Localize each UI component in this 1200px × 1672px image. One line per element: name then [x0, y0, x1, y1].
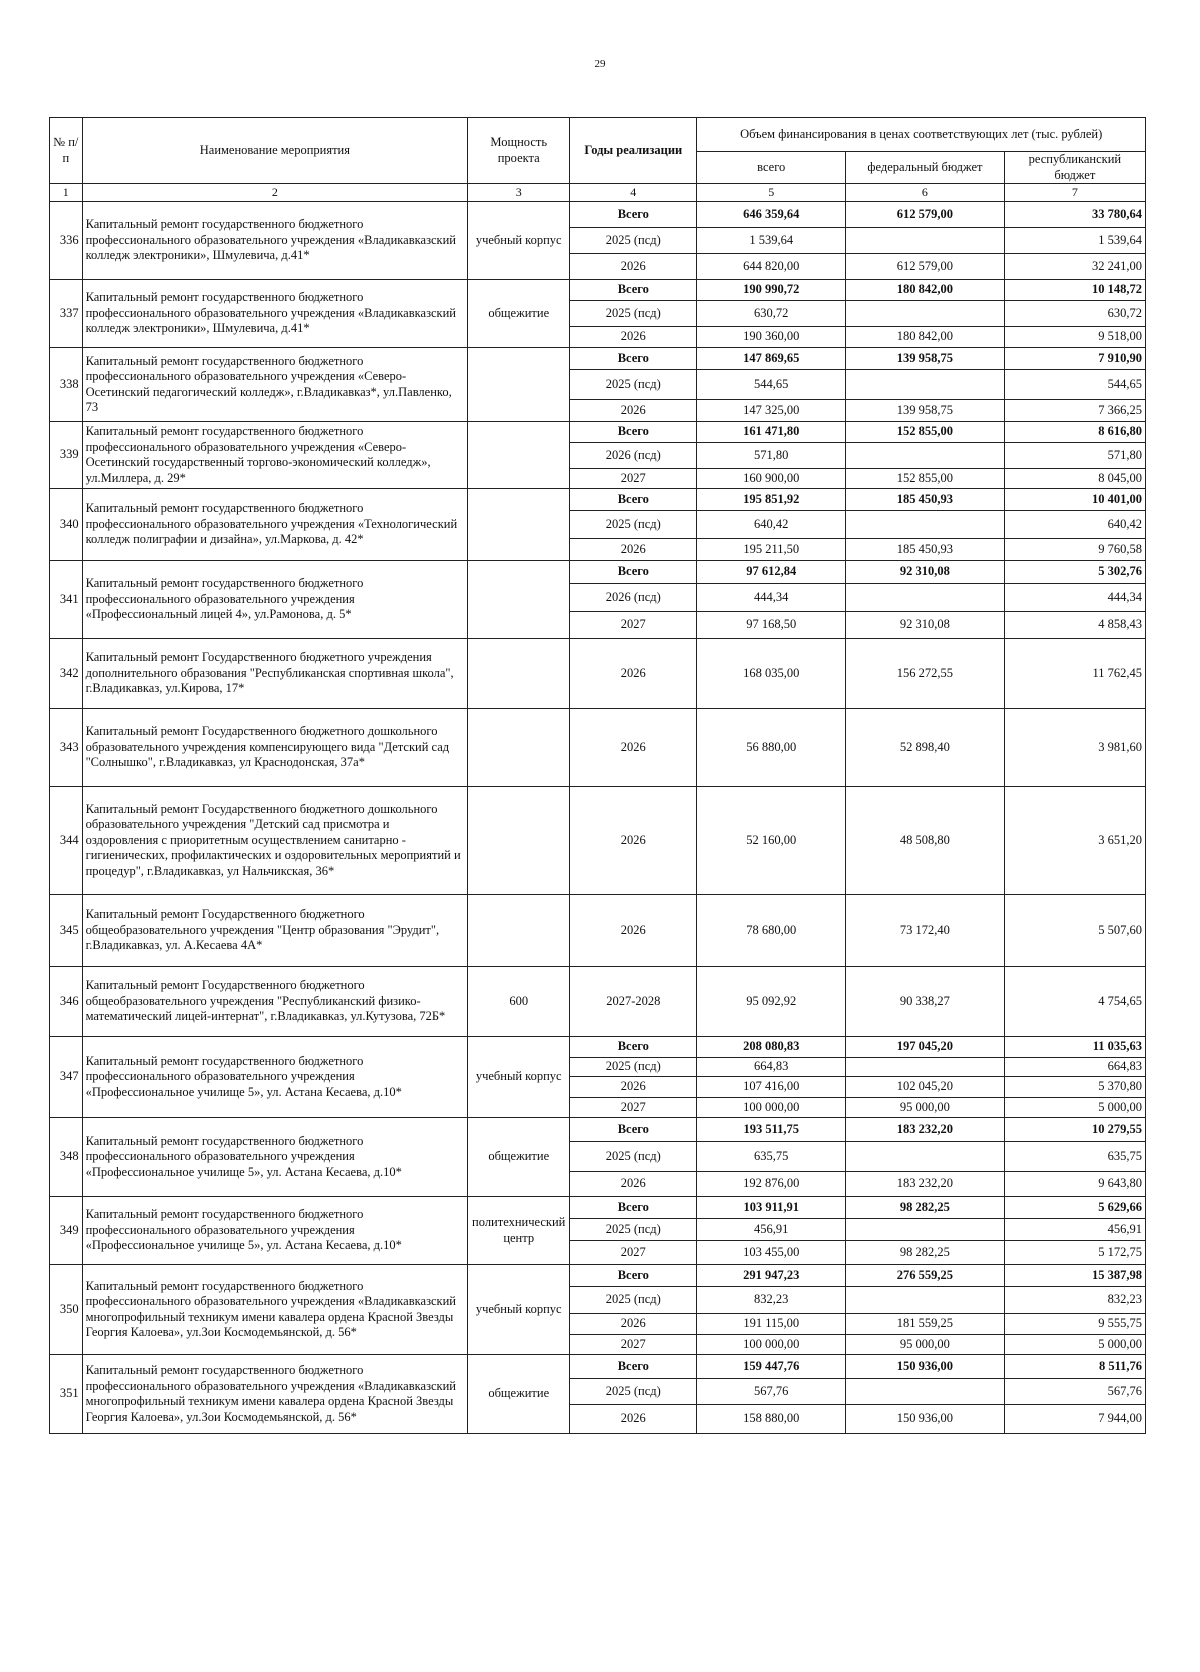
- total-amount: 97 168,50: [697, 612, 846, 639]
- project-capacity: [468, 787, 570, 895]
- republic-amount: 5 172,75: [1004, 1241, 1145, 1265]
- implementation-year: 2025 (псд): [570, 228, 697, 254]
- table-row: [50, 1037, 1146, 1058]
- total-amount: 161 471,80: [697, 422, 846, 443]
- republic-amount: 32 241,00: [1004, 254, 1145, 280]
- event-name: Капитальный ремонт Государственного бюджетного общеобразовательного учреждения "Республиканский физико-математический лицей-интернат", г.Владикавказ, ул.Кутузова, 72Б*: [82, 967, 468, 1037]
- federal-amount: 181 559,25: [846, 1314, 1005, 1335]
- republic-amount: 664,83: [1004, 1058, 1145, 1077]
- federal-amount: 95 000,00: [846, 1335, 1005, 1355]
- federal-amount: [846, 228, 1005, 254]
- implementation-year: Всего: [570, 561, 697, 584]
- federal-amount: 98 282,25: [846, 1241, 1005, 1265]
- header-funding: Объем финансирования в ценах соответствующих лет (тыс. рублей): [697, 118, 1146, 152]
- table-row: [50, 561, 1146, 584]
- republic-amount: 5 302,76: [1004, 561, 1145, 584]
- row-number: 348: [50, 1118, 83, 1197]
- implementation-year: 2026: [570, 1314, 697, 1335]
- implementation-year: Всего: [570, 202, 697, 228]
- republic-amount: 1 539,64: [1004, 228, 1145, 254]
- total-amount: 56 880,00: [697, 709, 846, 787]
- federal-amount: [846, 301, 1005, 327]
- republic-amount: 7 910,90: [1004, 348, 1145, 370]
- total-amount: 52 160,00: [697, 787, 846, 895]
- implementation-year: Всего: [570, 348, 697, 370]
- republic-amount: 4 858,43: [1004, 612, 1145, 639]
- federal-amount: 185 450,93: [846, 539, 1005, 561]
- republic-amount: 567,76: [1004, 1379, 1145, 1405]
- implementation-year: 2026: [570, 895, 697, 967]
- event-name: Капитальный ремонт Государственного бюджетного дошкольного образовательного учреждения компенсирующего вида "Детский сад "Солнышко", г.Владикавказ, ул Краснодонская, 37а*: [82, 709, 468, 787]
- federal-amount: 180 842,00: [846, 327, 1005, 348]
- row-number: 337: [50, 280, 83, 348]
- table-row: [50, 489, 1146, 511]
- total-amount: 95 092,92: [697, 967, 846, 1037]
- project-capacity: общежитие: [468, 280, 570, 348]
- implementation-year: 2025 (псд): [570, 1379, 697, 1405]
- total-amount: 168 035,00: [697, 639, 846, 709]
- table-row: [50, 1355, 1146, 1379]
- federal-amount: 156 272,55: [846, 639, 1005, 709]
- federal-amount: [846, 1287, 1005, 1314]
- event-name: Капитальный ремонт Государственного бюджетного общеобразовательного учреждения "Центр образования "Эрудит", г.Владикавказ, ул. А.Кесаева 4А*: [82, 895, 468, 967]
- implementation-year: Всего: [570, 280, 697, 301]
- total-amount: 195 211,50: [697, 539, 846, 561]
- republic-amount: 5 507,60: [1004, 895, 1145, 967]
- federal-amount: 180 842,00: [846, 280, 1005, 301]
- implementation-year: 2026: [570, 639, 697, 709]
- project-capacity: общежитие: [468, 1355, 570, 1434]
- page-number: 29: [594, 58, 606, 70]
- total-amount: 100 000,00: [697, 1335, 846, 1355]
- total-amount: 291 947,23: [697, 1265, 846, 1287]
- total-amount: 100 000,00: [697, 1098, 846, 1118]
- republic-amount: 630,72: [1004, 301, 1145, 327]
- row-number: 341: [50, 561, 83, 639]
- total-amount: 192 876,00: [697, 1172, 846, 1197]
- table-row: [50, 709, 1146, 787]
- total-amount: 1 539,64: [697, 228, 846, 254]
- table-row: [50, 202, 1146, 228]
- project-capacity: [468, 422, 570, 489]
- project-capacity: [468, 709, 570, 787]
- federal-amount: 612 579,00: [846, 254, 1005, 280]
- republic-amount: 8 511,76: [1004, 1355, 1145, 1379]
- implementation-year: 2026 (псд): [570, 584, 697, 612]
- implementation-year: 2026 (псд): [570, 443, 697, 469]
- federal-amount: 92 310,08: [846, 612, 1005, 639]
- event-name: Капитальный ремонт Государственного бюджетного учреждения дополнительного образования "Республиканская спортивная школа", г.Владикавказ, ул.Кирова, 17*: [82, 639, 468, 709]
- republic-amount: 3 981,60: [1004, 709, 1145, 787]
- total-amount: 160 900,00: [697, 469, 846, 489]
- col-number: 2: [82, 184, 468, 202]
- implementation-year: 2025 (псд): [570, 1142, 697, 1172]
- republic-amount: 456,91: [1004, 1219, 1145, 1241]
- total-amount: 147 869,65: [697, 348, 846, 370]
- federal-amount: 90 338,27: [846, 967, 1005, 1037]
- total-amount: 444,34: [697, 584, 846, 612]
- federal-amount: 150 936,00: [846, 1405, 1005, 1434]
- total-amount: 456,91: [697, 1219, 846, 1241]
- total-amount: 630,72: [697, 301, 846, 327]
- federal-amount: 150 936,00: [846, 1355, 1005, 1379]
- total-amount: 635,75: [697, 1142, 846, 1172]
- header-capacity: Мощность проекта: [468, 118, 570, 184]
- project-capacity: [468, 348, 570, 422]
- event-name: Капитальный ремонт государственного бюджетного профессионального образовательного учреждения «Северо-Осетинский государственный торгово-экономический колледж», ул.Миллера, д. 29*: [82, 422, 468, 489]
- implementation-year: Всего: [570, 1265, 697, 1287]
- republic-amount: 15 387,98: [1004, 1265, 1145, 1287]
- row-number: 350: [50, 1265, 83, 1355]
- total-amount: 195 851,92: [697, 489, 846, 511]
- row-number: 349: [50, 1197, 83, 1265]
- project-capacity: [468, 489, 570, 561]
- implementation-year: 2026: [570, 327, 697, 348]
- row-number: 336: [50, 202, 83, 280]
- federal-amount: [846, 443, 1005, 469]
- project-capacity: 600: [468, 967, 570, 1037]
- republic-amount: 9 760,58: [1004, 539, 1145, 561]
- implementation-year: 2025 (псд): [570, 1287, 697, 1314]
- federal-amount: 276 559,25: [846, 1265, 1005, 1287]
- total-amount: 103 455,00: [697, 1241, 846, 1265]
- event-name: Капитальный ремонт государственного бюджетного профессионального образовательного учреждения «Профессиональное училище 5», ул. Астана Кесаева, д.10*: [82, 1037, 468, 1118]
- federal-amount: [846, 1379, 1005, 1405]
- republic-amount: 33 780,64: [1004, 202, 1145, 228]
- federal-amount: 98 282,25: [846, 1197, 1005, 1219]
- implementation-year: Всего: [570, 1197, 697, 1219]
- event-name: Капитальный ремонт государственного бюджетного профессионального образовательного учреждения «Профессиональное училище 5», ул. Астана Кесаева, д.10*: [82, 1197, 468, 1265]
- federal-amount: [846, 1058, 1005, 1077]
- col-number: 5: [697, 184, 846, 202]
- total-amount: 193 511,75: [697, 1118, 846, 1142]
- col-number: 7: [1004, 184, 1145, 202]
- row-number: 339: [50, 422, 83, 489]
- funding-table: [49, 117, 1146, 1434]
- implementation-year: 2026: [570, 709, 697, 787]
- header-years: Годы реализации: [570, 118, 697, 184]
- implementation-year: 2026: [570, 539, 697, 561]
- table-row: [50, 1197, 1146, 1219]
- event-name: Капитальный ремонт государственного бюджетного профессионального образовательного учреждения «Владикавказский колледж электроники», Шмулевича, д.41*: [82, 202, 468, 280]
- total-amount: 107 416,00: [697, 1077, 846, 1098]
- project-capacity: политехнический центр: [468, 1197, 570, 1265]
- event-name: Капитальный ремонт государственного бюджетного профессионального образовательного учреждения «Северо-Осетинский педагогический колледж», г.Владикавказ*, ул.Павленко, 73: [82, 348, 468, 422]
- implementation-year: 2025 (псд): [570, 1058, 697, 1077]
- event-name: Капитальный ремонт государственного бюджетного профессионального образовательного учреждения «Владикавказский многопрофильный техникум имени кавалера ордена Красной Звезды Георгия Калоева», ул.Зои Космодемьянской, д. 56*: [82, 1355, 468, 1434]
- row-number: 338: [50, 348, 83, 422]
- event-name: Капитальный ремонт государственного бюджетного профессионального образовательного учреждения «Технологический колледж полиграфии и дизайна», ул.Маркова, д. 42*: [82, 489, 468, 561]
- total-amount: 567,76: [697, 1379, 846, 1405]
- implementation-year: 2027: [570, 1335, 697, 1355]
- implementation-year: 2027-2028: [570, 967, 697, 1037]
- republic-amount: 544,65: [1004, 370, 1145, 400]
- header-federal: федеральный бюджет: [846, 152, 1005, 184]
- republic-amount: 11 762,45: [1004, 639, 1145, 709]
- federal-amount: 197 045,20: [846, 1037, 1005, 1058]
- republic-amount: 5 000,00: [1004, 1335, 1145, 1355]
- implementation-year: Всего: [570, 1118, 697, 1142]
- implementation-year: 2027: [570, 1098, 697, 1118]
- republic-amount: 10 401,00: [1004, 489, 1145, 511]
- total-amount: 191 115,00: [697, 1314, 846, 1335]
- republic-amount: 9 643,80: [1004, 1172, 1145, 1197]
- republic-amount: 832,23: [1004, 1287, 1145, 1314]
- republic-amount: 11 035,63: [1004, 1037, 1145, 1058]
- republic-amount: 10 279,55: [1004, 1118, 1145, 1142]
- col-number: 1: [50, 184, 83, 202]
- implementation-year: 2025 (псд): [570, 511, 697, 539]
- implementation-year: 2025 (псд): [570, 301, 697, 327]
- total-amount: 159 447,76: [697, 1355, 846, 1379]
- implementation-year: 2025 (псд): [570, 1219, 697, 1241]
- republic-amount: 4 754,65: [1004, 967, 1145, 1037]
- republic-amount: 5 629,66: [1004, 1197, 1145, 1219]
- republic-amount: 640,42: [1004, 511, 1145, 539]
- row-number: 344: [50, 787, 83, 895]
- row-number: 343: [50, 709, 83, 787]
- table-row: [50, 967, 1146, 1037]
- federal-amount: 183 232,20: [846, 1172, 1005, 1197]
- republic-amount: 635,75: [1004, 1142, 1145, 1172]
- header-republic: республиканский бюджет: [1004, 152, 1145, 184]
- project-capacity: общежитие: [468, 1118, 570, 1197]
- total-amount: 97 612,84: [697, 561, 846, 584]
- republic-amount: 8 045,00: [1004, 469, 1145, 489]
- federal-amount: 102 045,20: [846, 1077, 1005, 1098]
- event-name: Капитальный ремонт государственного бюджетного профессионального образовательного учреждения «Профессиональный лицей 4», ул.Рамонова, д. 5*: [82, 561, 468, 639]
- republic-amount: 571,80: [1004, 443, 1145, 469]
- total-amount: 190 990,72: [697, 280, 846, 301]
- implementation-year: 2025 (псд): [570, 370, 697, 400]
- table-row: [50, 895, 1146, 967]
- republic-amount: 10 148,72: [1004, 280, 1145, 301]
- table-row: [50, 787, 1146, 895]
- table-row: [50, 1118, 1146, 1142]
- col-number: 4: [570, 184, 697, 202]
- republic-amount: 7 366,25: [1004, 400, 1145, 422]
- project-capacity: учебный корпус: [468, 1265, 570, 1355]
- total-amount: 190 360,00: [697, 327, 846, 348]
- implementation-year: 2027: [570, 1241, 697, 1265]
- republic-amount: 9 555,75: [1004, 1314, 1145, 1335]
- total-amount: 664,83: [697, 1058, 846, 1077]
- header-name: Наименование мероприятия: [82, 118, 468, 184]
- row-number: 340: [50, 489, 83, 561]
- federal-amount: [846, 584, 1005, 612]
- republic-amount: 7 944,00: [1004, 1405, 1145, 1434]
- implementation-year: 2026: [570, 787, 697, 895]
- col-number: 6: [846, 184, 1005, 202]
- federal-amount: 52 898,40: [846, 709, 1005, 787]
- federal-amount: [846, 1142, 1005, 1172]
- federal-amount: 152 855,00: [846, 469, 1005, 489]
- total-amount: 147 325,00: [697, 400, 846, 422]
- federal-amount: 73 172,40: [846, 895, 1005, 967]
- row-number: 345: [50, 895, 83, 967]
- republic-amount: 8 616,80: [1004, 422, 1145, 443]
- implementation-year: Всего: [570, 422, 697, 443]
- federal-amount: 95 000,00: [846, 1098, 1005, 1118]
- project-capacity: [468, 561, 570, 639]
- federal-amount: 612 579,00: [846, 202, 1005, 228]
- federal-amount: [846, 511, 1005, 539]
- project-capacity: учебный корпус: [468, 202, 570, 280]
- event-name: Капитальный ремонт государственного бюджетного профессионального образовательного учреждения «Владикавказский многопрофильный техникум имени кавалера ордена Красной Звезды Георгия Калоева», ул.Зои Космодемьянской, д. 56*: [82, 1265, 468, 1355]
- total-amount: 640,42: [697, 511, 846, 539]
- implementation-year: 2026: [570, 1405, 697, 1434]
- total-amount: 103 911,91: [697, 1197, 846, 1219]
- total-amount: 544,65: [697, 370, 846, 400]
- total-amount: 571,80: [697, 443, 846, 469]
- implementation-year: 2026: [570, 254, 697, 280]
- implementation-year: 2027: [570, 469, 697, 489]
- federal-amount: 48 508,80: [846, 787, 1005, 895]
- row-number: 346: [50, 967, 83, 1037]
- republic-amount: 444,34: [1004, 584, 1145, 612]
- row-number: 347: [50, 1037, 83, 1118]
- republic-amount: 9 518,00: [1004, 327, 1145, 348]
- federal-amount: 139 958,75: [846, 400, 1005, 422]
- implementation-year: 2026: [570, 1077, 697, 1098]
- federal-amount: 185 450,93: [846, 489, 1005, 511]
- header-num: № п/п: [50, 118, 83, 184]
- event-name: Капитальный ремонт государственного бюджетного профессионального образовательного учреждения «Владикавказский колледж электроники», Шмулевича, д.41*: [82, 280, 468, 348]
- federal-amount: 92 310,08: [846, 561, 1005, 584]
- table-row: [50, 639, 1146, 709]
- row-number: 351: [50, 1355, 83, 1434]
- implementation-year: 2027: [570, 612, 697, 639]
- total-amount: 78 680,00: [697, 895, 846, 967]
- federal-amount: 152 855,00: [846, 422, 1005, 443]
- project-capacity: учебный корпус: [468, 1037, 570, 1118]
- event-name: Капитальный ремонт Государственного бюджетного дошкольного образовательного учреждения "Детский сад присмотра и оздоровления с приоритетным осуществлением санитарно - гигиенических, профилактических и оздоровительных мероприятий и процедур", г.Владикавказ, ул Нальчикская, 36*: [82, 787, 468, 895]
- republic-amount: 5 370,80: [1004, 1077, 1145, 1098]
- total-amount: 208 080,83: [697, 1037, 846, 1058]
- col-number: 3: [468, 184, 570, 202]
- header-total: всего: [697, 152, 846, 184]
- implementation-year: Всего: [570, 489, 697, 511]
- project-capacity: [468, 639, 570, 709]
- event-name: Капитальный ремонт государственного бюджетного профессионального образовательного учреждения «Профессиональное училище 5», ул. Астана Кесаева, д.10*: [82, 1118, 468, 1197]
- table-row: [50, 348, 1146, 370]
- total-amount: 158 880,00: [697, 1405, 846, 1434]
- table-row: [50, 422, 1146, 443]
- table-row: [50, 1265, 1146, 1287]
- republic-amount: 5 000,00: [1004, 1098, 1145, 1118]
- federal-amount: [846, 1219, 1005, 1241]
- total-amount: 644 820,00: [697, 254, 846, 280]
- implementation-year: 2026: [570, 1172, 697, 1197]
- total-amount: 646 359,64: [697, 202, 846, 228]
- republic-amount: 3 651,20: [1004, 787, 1145, 895]
- row-number: 342: [50, 639, 83, 709]
- table-row: [50, 280, 1146, 301]
- total-amount: 832,23: [697, 1287, 846, 1314]
- implementation-year: Всего: [570, 1355, 697, 1379]
- project-capacity: [468, 895, 570, 967]
- implementation-year: 2026: [570, 400, 697, 422]
- federal-amount: [846, 370, 1005, 400]
- implementation-year: Всего: [570, 1037, 697, 1058]
- federal-amount: 183 232,20: [846, 1118, 1005, 1142]
- federal-amount: 139 958,75: [846, 348, 1005, 370]
